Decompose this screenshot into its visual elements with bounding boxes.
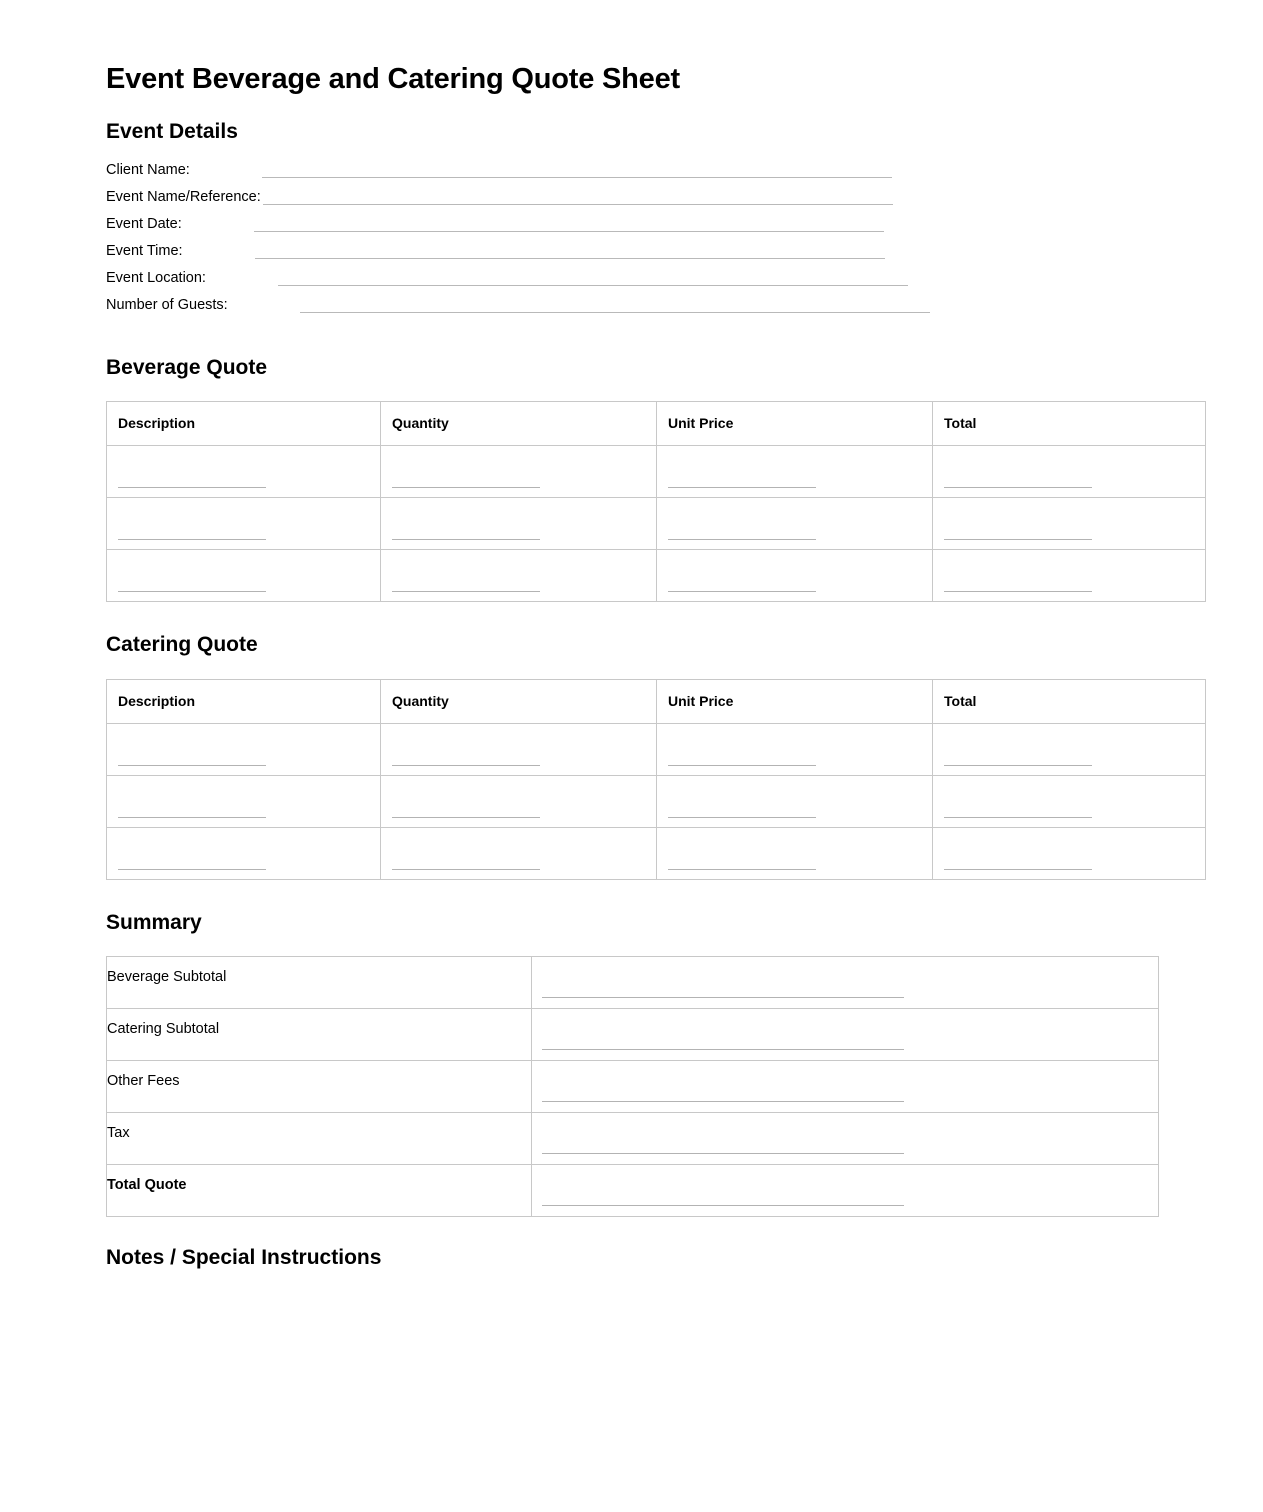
- table-row: [107, 1112, 1159, 1164]
- section-heading-notes: Notes / Special Instructions: [106, 1245, 382, 1269]
- table-header-row: [107, 679, 1206, 723]
- form-row-event-time: [106, 238, 1157, 265]
- column-header-total: Total: [933, 402, 1206, 446]
- cell-total[interactable]: [933, 775, 1206, 827]
- input-event-time[interactable]: [255, 244, 885, 259]
- input-beverage-description-3[interactable]: [118, 591, 266, 592]
- label-event-date: Event Date:: [106, 216, 182, 233]
- summary-value-beverage-subtotal[interactable]: [532, 956, 1159, 1008]
- input-catering-unit-price-3[interactable]: [668, 869, 816, 870]
- table-row: [107, 956, 1159, 1008]
- table-row: [107, 498, 1206, 550]
- input-catering-unit-price-2[interactable]: [668, 817, 816, 818]
- spacer: [106, 319, 1157, 355]
- section-heading-summary: Summary: [106, 910, 202, 934]
- column-header-quantity: Quantity: [381, 402, 657, 446]
- summary-value-other-fees[interactable]: [532, 1060, 1159, 1112]
- input-beverage-description-2[interactable]: [118, 539, 266, 540]
- input-catering-description-3[interactable]: [118, 869, 266, 870]
- input-event-name-reference[interactable]: [263, 190, 893, 205]
- input-catering-total-2[interactable]: [944, 817, 1092, 818]
- cell-total[interactable]: [933, 723, 1206, 775]
- input-beverage-quantity-3[interactable]: [392, 591, 540, 592]
- input-beverage-total-1[interactable]: [944, 487, 1092, 488]
- input-beverage-unit-price-2[interactable]: [668, 539, 816, 540]
- cell-description[interactable]: [107, 446, 381, 498]
- summary-value-catering-subtotal[interactable]: [532, 1008, 1159, 1060]
- form-row-client-name: [106, 157, 1157, 184]
- input-catering-quantity-2[interactable]: [392, 817, 540, 818]
- input-tax[interactable]: [542, 1153, 904, 1154]
- column-header-unit-price: Unit Price: [657, 679, 933, 723]
- cell-unit-price[interactable]: [657, 550, 933, 602]
- input-event-date[interactable]: [254, 217, 884, 232]
- summary-label-other-fees: Other Fees: [107, 1060, 532, 1112]
- column-header-quantity: Quantity: [381, 679, 657, 723]
- column-header-description: Description: [107, 402, 381, 446]
- summary-label-total-quote: Total Quote: [107, 1164, 532, 1216]
- cell-description[interactable]: [107, 550, 381, 602]
- input-beverage-total-2[interactable]: [944, 539, 1092, 540]
- column-header-description: Description: [107, 679, 381, 723]
- cell-unit-price[interactable]: [657, 723, 933, 775]
- summary-value-tax[interactable]: [532, 1112, 1159, 1164]
- spacer: [106, 602, 1157, 632]
- cell-total[interactable]: [933, 827, 1206, 879]
- input-beverage-subtotal[interactable]: [542, 997, 904, 998]
- input-total-quote[interactable]: [542, 1205, 904, 1206]
- form-row-number-of-guests: [106, 292, 1157, 319]
- cell-total[interactable]: [933, 446, 1206, 498]
- page-title: Event Beverage and Catering Quote Sheet: [106, 63, 680, 95]
- table-row: [107, 775, 1206, 827]
- input-beverage-unit-price-1[interactable]: [668, 487, 816, 488]
- summary-value-total-quote[interactable]: [532, 1164, 1159, 1216]
- table-row: [107, 827, 1206, 879]
- cell-unit-price[interactable]: [657, 498, 933, 550]
- label-number-of-guests: Number of Guests:: [106, 297, 228, 314]
- input-number-of-guests[interactable]: [300, 298, 930, 313]
- column-header-unit-price: Unit Price: [657, 402, 933, 446]
- table-row: [107, 446, 1206, 498]
- cell-description[interactable]: [107, 498, 381, 550]
- section-heading-event-details: Event Details: [106, 119, 238, 143]
- input-other-fees[interactable]: [542, 1101, 904, 1102]
- label-client-name: Client Name:: [106, 162, 190, 179]
- input-catering-total-1[interactable]: [944, 765, 1092, 766]
- table-row: [107, 1164, 1159, 1216]
- cell-unit-price[interactable]: [657, 827, 933, 879]
- cell-description[interactable]: [107, 775, 381, 827]
- summary-label-tax: Tax: [107, 1112, 532, 1164]
- cell-description[interactable]: [107, 723, 381, 775]
- table-row: [107, 1008, 1159, 1060]
- spacer: [106, 97, 1157, 119]
- cell-unit-price[interactable]: [657, 775, 933, 827]
- form-row-event-name: [106, 184, 1157, 211]
- cell-quantity[interactable]: [381, 775, 657, 827]
- input-beverage-quantity-2[interactable]: [392, 539, 540, 540]
- summary-label-catering-subtotal: Catering Subtotal: [107, 1008, 532, 1060]
- input-catering-total-3[interactable]: [944, 869, 1092, 870]
- section-heading-beverage-quote: Beverage Quote: [106, 356, 268, 380]
- input-beverage-unit-price-3[interactable]: [668, 591, 816, 592]
- form-row-event-date: [106, 211, 1157, 238]
- input-catering-quantity-1[interactable]: [392, 765, 540, 766]
- input-catering-quantity-3[interactable]: [392, 869, 540, 870]
- label-event-name-reference: Event Name/Reference:: [106, 189, 261, 206]
- cell-unit-price[interactable]: [657, 446, 933, 498]
- input-catering-description-1[interactable]: [118, 765, 266, 766]
- cell-quantity[interactable]: [381, 827, 657, 879]
- label-event-time: Event Time:: [106, 243, 183, 260]
- form-row-event-location: [106, 265, 1157, 292]
- input-beverage-quantity-1[interactable]: [392, 487, 540, 488]
- cell-quantity[interactable]: [381, 498, 657, 550]
- cell-description[interactable]: [107, 827, 381, 879]
- label-event-location: Event Location:: [106, 270, 206, 287]
- input-catering-unit-price-1[interactable]: [668, 765, 816, 766]
- table-header-row: [107, 402, 1206, 446]
- summary-table: [106, 956, 1159, 1217]
- cell-total[interactable]: [933, 498, 1206, 550]
- input-event-location[interactable]: [278, 271, 908, 286]
- cell-quantity[interactable]: [381, 550, 657, 602]
- cell-quantity[interactable]: [381, 723, 657, 775]
- input-catering-subtotal[interactable]: [542, 1049, 904, 1050]
- beverage-quote-table: [106, 401, 1206, 602]
- catering-quote-table: [106, 679, 1206, 880]
- input-catering-description-2[interactable]: [118, 817, 266, 818]
- summary-label-beverage-subtotal: Beverage Subtotal: [107, 956, 532, 1008]
- column-header-total: Total: [933, 679, 1206, 723]
- table-row: [107, 550, 1206, 602]
- spacer: [106, 880, 1157, 910]
- table-row: [107, 723, 1206, 775]
- cell-quantity[interactable]: [381, 446, 657, 498]
- event-details-form: [106, 157, 1157, 319]
- input-beverage-total-3[interactable]: [944, 591, 1092, 592]
- cell-total[interactable]: [933, 550, 1206, 602]
- input-client-name[interactable]: [262, 163, 892, 178]
- section-heading-catering-quote: Catering Quote: [106, 633, 258, 657]
- input-beverage-description-1[interactable]: [118, 487, 266, 488]
- table-row: [107, 1060, 1159, 1112]
